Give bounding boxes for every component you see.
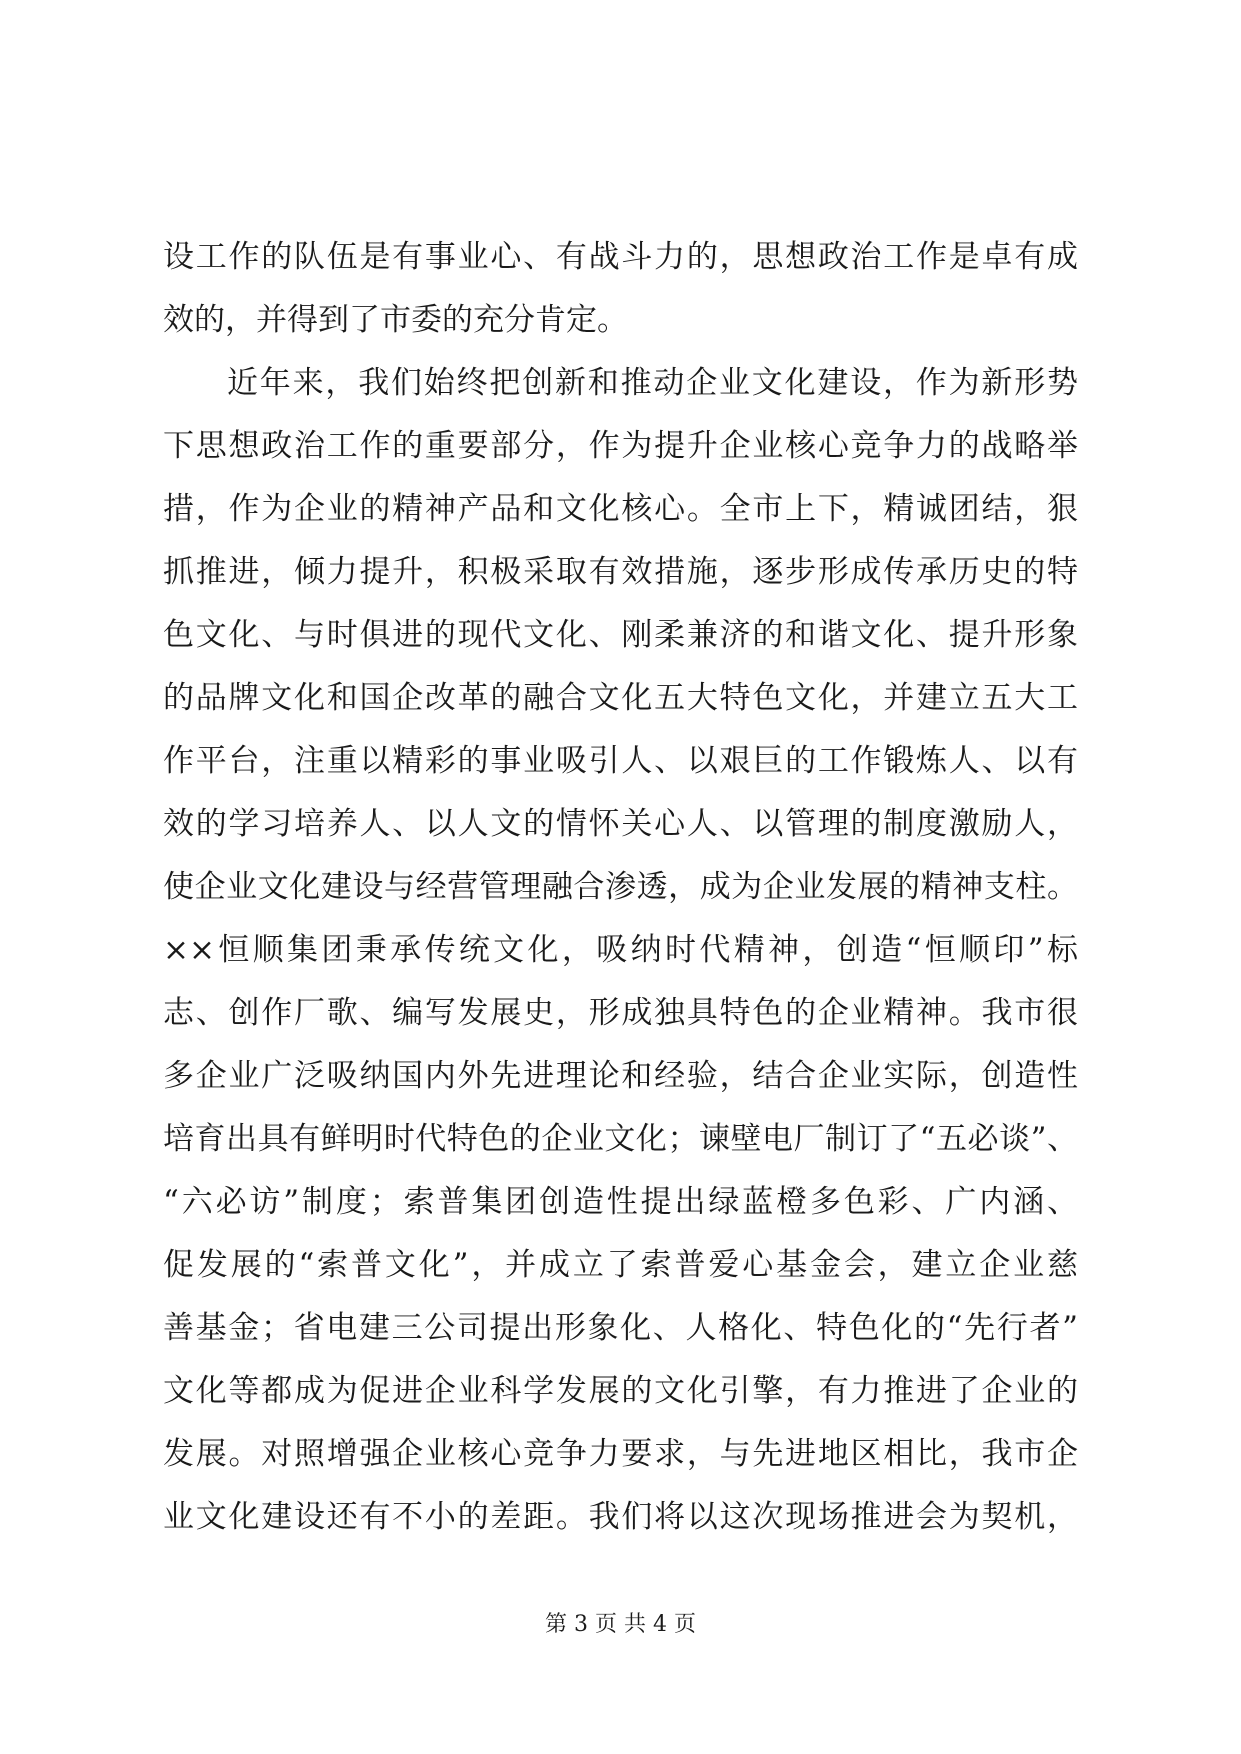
text-line: 文化等都成为促进企业科学发展的文化引擎，有力推进了企业的 (163, 1373, 1078, 1409)
text-line: 业文化建设还有不小的差距。我们将以这次现场推进会为契机， (163, 1499, 1078, 1535)
text-line: 促发展的“索普文化”，并成立了索普爱心基金会，建立企业慈 (163, 1247, 1078, 1283)
text-line: 的品牌文化和国企改革的融合文化五大特色文化，并建立五大工 (163, 680, 1078, 716)
body-text (163, 226, 1078, 1549)
text-line: 设工作的队伍是有事业心、有战斗力的，思想政治工作是卓有成 (163, 239, 1078, 275)
text-line: “六必访”制度；索普集团创造性提出绿蓝橙多色彩、广内涵、 (163, 1184, 1078, 1220)
text-line: 色文化、与时俱进的现代文化、刚柔兼济的和谐文化、提升形象 (163, 617, 1078, 653)
text-line: 抓推进，倾力提升，积极采取有效措施，逐步形成传承历史的特 (163, 554, 1078, 590)
text-line: 发展。对照增强企业核心竞争力要求，与先进地区相比，我市企 (163, 1436, 1078, 1472)
text-line: 多企业广泛吸纳国内外先进理论和经验，结合企业实际，创造性 (163, 1058, 1078, 1094)
page-number-footer: 第 3 页 共 4 页 (545, 1612, 696, 1637)
text-line: 下思想政治工作的重要部分，作为提升企业核心竞争力的战略举 (163, 428, 1078, 464)
text-line: 善基金；省电建三公司提出形象化、人格化、特色化的“先行者” (163, 1310, 1078, 1346)
text-line: 措，作为企业的精神产品和文化核心。全市上下，精诚团结，狠 (163, 491, 1078, 527)
text-line: 效的，并得到了市委的充分肯定。 (163, 302, 628, 338)
text-line: 效的学习培养人、以人文的情怀关心人、以管理的制度激励人， (163, 806, 1078, 842)
text-line: 近年来，我们始终把创新和推动企业文化建设，作为新形势 (227, 365, 1078, 401)
text-line: 作平台，注重以精彩的事业吸引人、以艰巨的工作锻炼人、以有 (163, 743, 1078, 779)
text-line: 培育出具有鲜明时代特色的企业文化；谏壁电厂制订了“五必谈”、 (163, 1121, 1078, 1157)
text-line: 使企业文化建设与经营管理融合渗透，成为企业发展的精神支柱。 (163, 869, 1078, 905)
text-line: ××恒顺集团秉承传统文化，吸纳时代精神，创造“恒顺印”标 (163, 932, 1078, 968)
text-line: 志、创作厂歌、编写发展史，形成独具特色的企业精神。我市很 (163, 995, 1078, 1031)
